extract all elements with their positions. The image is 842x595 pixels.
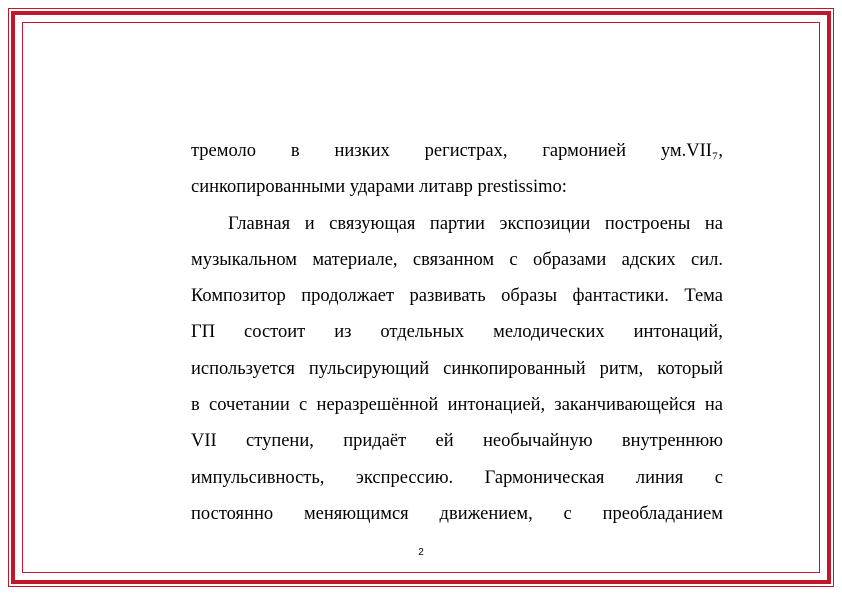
word: линия xyxy=(635,467,684,488)
text-line-9 xyxy=(191,423,723,459)
word: регистрах, xyxy=(424,141,508,161)
word: придаёт xyxy=(343,431,407,452)
word: импульсивность, xyxy=(191,467,325,488)
word: экспозиции xyxy=(499,213,591,234)
word: синкопированными ударами литавр prestissimo: xyxy=(191,177,567,198)
word: заканчивающейся xyxy=(554,395,696,416)
word: движением, xyxy=(439,503,533,524)
word: с xyxy=(509,249,518,270)
word: пульсирующий xyxy=(308,358,430,379)
word: ГП xyxy=(191,322,216,343)
text-line-7 xyxy=(191,351,723,387)
text-line-3 xyxy=(191,206,723,242)
word: ей xyxy=(435,431,454,452)
text-line-2 xyxy=(191,169,723,205)
word: гармонией xyxy=(542,141,626,161)
word: фантастики. xyxy=(572,286,669,307)
word: с xyxy=(563,503,572,524)
word: с xyxy=(299,395,308,416)
text-line-4 xyxy=(191,242,723,278)
word: который xyxy=(657,358,723,379)
word: на xyxy=(704,395,723,416)
word: мелодических xyxy=(493,322,605,343)
word: синкопированный xyxy=(443,358,586,379)
word: музыкальном xyxy=(191,249,297,270)
word: неразрешённой xyxy=(316,395,439,416)
word: используется xyxy=(191,358,295,379)
word: Гармоническая xyxy=(484,467,605,488)
word: образы xyxy=(501,286,558,307)
word: экспрессию. xyxy=(355,467,454,488)
word: преобладанием xyxy=(602,503,723,524)
word: ступени, xyxy=(246,431,314,452)
word: состоит xyxy=(244,322,306,343)
word: построены xyxy=(604,213,691,234)
word: из xyxy=(334,322,352,343)
word: необычайную xyxy=(482,431,593,452)
word: внутреннюю xyxy=(621,431,723,452)
page-number: 2 xyxy=(418,547,424,558)
word: партии xyxy=(429,213,485,234)
word: интонацией, xyxy=(447,395,546,416)
word: в xyxy=(290,141,300,161)
text-line-1 xyxy=(191,133,723,169)
word: материале, xyxy=(312,249,398,270)
word: Тема xyxy=(684,286,723,307)
word: Композитор xyxy=(191,286,286,307)
word: отдельных xyxy=(380,322,465,343)
text-line-10 xyxy=(191,460,723,496)
text-line-6 xyxy=(191,314,723,350)
word: постоянно xyxy=(191,503,274,524)
text-line-11 xyxy=(191,496,723,532)
word: ритм, xyxy=(599,358,644,379)
word: с xyxy=(714,467,723,488)
word: адских xyxy=(621,249,676,270)
word: ум.VII₇, xyxy=(660,141,723,161)
word: интонаций, xyxy=(633,322,723,343)
word: развивать xyxy=(409,286,486,307)
word: меняющимся xyxy=(303,503,409,524)
word: на xyxy=(704,213,723,234)
text-line-5 xyxy=(191,278,723,314)
body-text xyxy=(191,133,723,532)
word: сил. xyxy=(691,249,723,270)
word: VII xyxy=(191,431,217,452)
word: связующая xyxy=(329,213,416,234)
word: образами xyxy=(533,249,607,270)
word: тремоло xyxy=(191,141,256,161)
word: связанном xyxy=(412,249,495,270)
word: сочетании xyxy=(209,395,290,416)
word: и xyxy=(304,213,315,234)
word: Главная xyxy=(228,213,291,234)
text-line-8 xyxy=(191,387,723,423)
word: низких xyxy=(334,141,390,161)
word: в xyxy=(191,395,200,416)
word: продолжает xyxy=(301,286,395,307)
